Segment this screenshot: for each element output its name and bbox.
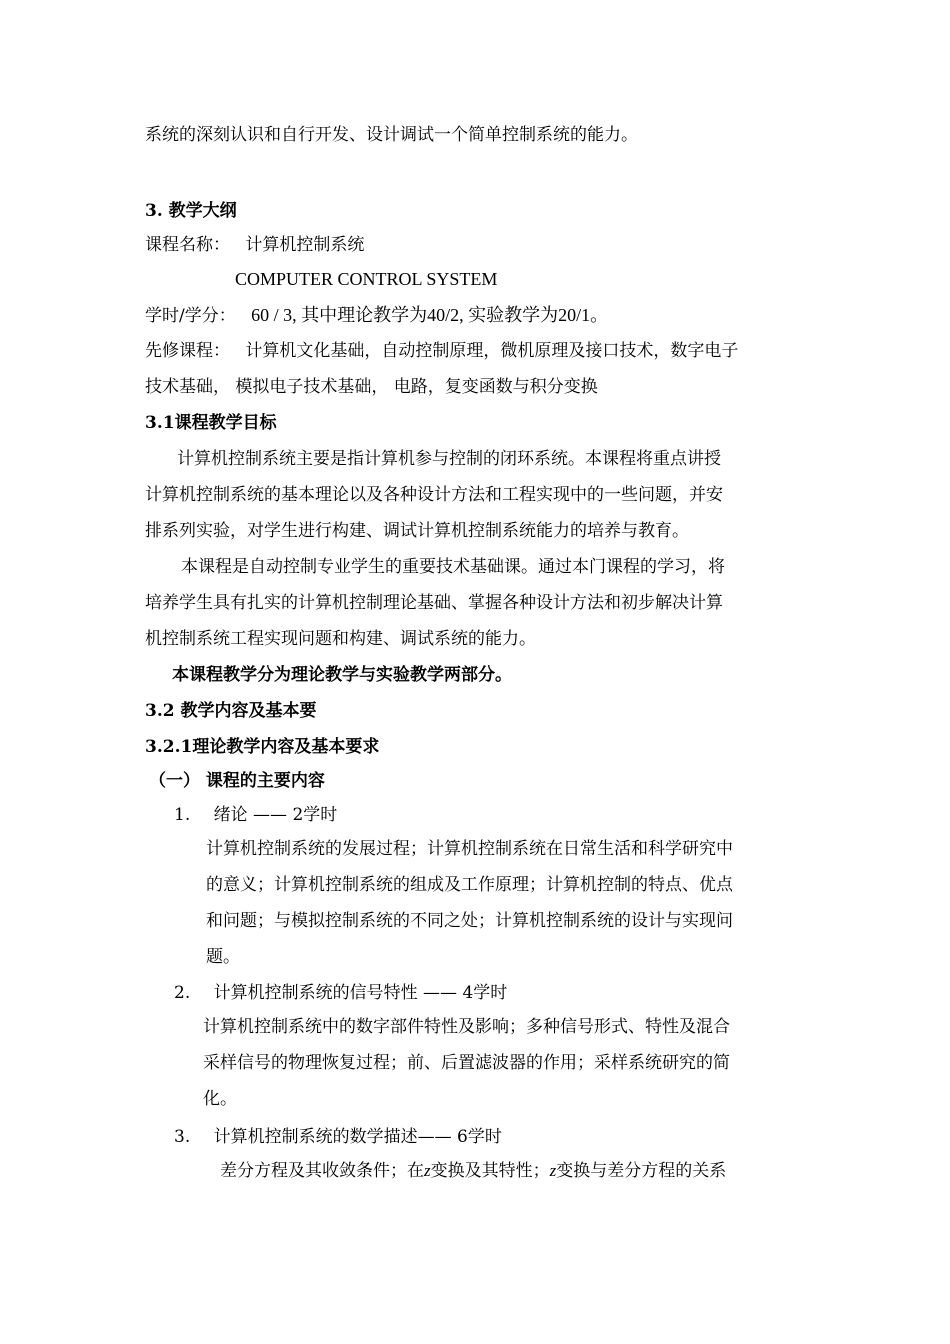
item-3-line-1 bbox=[220, 1160, 805, 1182]
item-1-line-2: 的意义；计算机控制系统的组成及工作原理；计算机控制的特点、优点 bbox=[206, 875, 733, 895]
item-3-z-symbol-2: z bbox=[549, 1161, 557, 1180]
item-2-number: 2. bbox=[174, 983, 191, 1003]
intro-tail-text: 系统的深刻认识和自行开发、设计调试一个简单控制系统的能力。 bbox=[145, 125, 638, 145]
item-3-title: 计算机控制系统的数学描述—— 6学时 bbox=[213, 1127, 502, 1147]
item-3-z-symbol-1: z bbox=[424, 1161, 431, 1180]
prereq-label: 先修课程： bbox=[145, 341, 230, 361]
objective-para1-line1: 计算机控制系统主要是指计算机参与控制的闭环系统。本课程将重点讲授 bbox=[177, 449, 721, 469]
section-3-heading: 3. 教学大纲 bbox=[145, 201, 237, 221]
objective-para2-line1: 本课程是自动控制专业学生的重要技术基础课。通过本门课程的学习，将 bbox=[181, 557, 725, 577]
objective-para3: 本课程教学分为理论教学与实验教学两部分。 bbox=[172, 665, 512, 685]
prereq-line-1: 计算机文化基础，自动控制原理，微机原理及接口技术，数字电子 bbox=[245, 341, 739, 361]
item-3-number: 3. bbox=[174, 1127, 191, 1147]
prereq-row bbox=[145, 340, 805, 362]
item-3-text-b: 变换及其特性； bbox=[430, 1161, 550, 1181]
objective-para2-line2: 培养学生具有扎实的计算机控制理论基础、掌握各种设计方法和初步解决计算 bbox=[145, 593, 723, 613]
objective-para1-line2: 计算机控制系统的基本理论以及各种设计方法和工程实现中的一些问题，并安 bbox=[145, 485, 723, 505]
course-name-label: 课程名称： bbox=[145, 235, 230, 255]
item-1-title: 绪论 —— 2学时 bbox=[213, 805, 338, 825]
section-3-1-heading: 3.1课程教学目标 bbox=[145, 413, 277, 433]
item-3-text-a: 差分方程及其收敛条件；在 bbox=[220, 1161, 424, 1181]
course-name-value: 计算机控制系统 bbox=[245, 235, 365, 255]
item-1-title-row bbox=[174, 804, 834, 826]
objective-para2-line3: 机控制系统工程实现问题和构建、调试系统的能力。 bbox=[145, 629, 536, 649]
item-1-line-1: 计算机控制系统的发展过程；计算机控制系统在日常生活和科学研究中 bbox=[206, 839, 733, 859]
course-name-row bbox=[145, 234, 805, 256]
item-2-line-3: 化。 bbox=[203, 1089, 237, 1109]
section-3-2-1-heading: 3.2.1理论教学内容及基本要求 bbox=[145, 737, 380, 757]
course-name-english: COMPUTER CONTROL SYSTEM bbox=[235, 269, 498, 289]
item-2-title-row bbox=[174, 982, 834, 1004]
objective-para1-line3: 排系列实验，对学生进行构建、调试计算机控制系统能力的培养与教育。 bbox=[145, 521, 689, 541]
hours-row bbox=[145, 304, 805, 327]
hours-label: 学时/学分： bbox=[145, 306, 236, 326]
item-3-text-c: 变换与差分方程的关系 bbox=[556, 1161, 727, 1181]
prereq-line-2: 技术基础， 模拟电子技术基础， 电路，复变函数与积分变换 bbox=[145, 377, 598, 397]
part-1-heading: （一） 课程的主要内容 bbox=[149, 771, 325, 791]
item-1-line-3: 和问题；与模拟控制系统的不同之处；计算机控制系统的设计与实现问 bbox=[206, 911, 733, 931]
item-2-line-2: 采样信号的物理恢复过程；前、后置滤波器的作用；采样系统研究的简 bbox=[203, 1053, 730, 1073]
item-1-line-4: 题。 bbox=[206, 947, 240, 967]
item-1-number: 1. bbox=[174, 805, 191, 825]
section-3-2-heading: 3.2 教学内容及基本要 bbox=[145, 701, 317, 721]
item-2-line-1: 计算机控制系统中的数字部件特性及影响；多种信号形式、特性及混合 bbox=[203, 1017, 730, 1037]
hours-value: 60 / 3, 其中理论教学为40/2, 实验教学为20/1。 bbox=[251, 305, 609, 325]
item-2-title: 计算机控制系统的信号特性 —— 4学时 bbox=[213, 983, 508, 1003]
item-3-title-row bbox=[174, 1126, 834, 1148]
